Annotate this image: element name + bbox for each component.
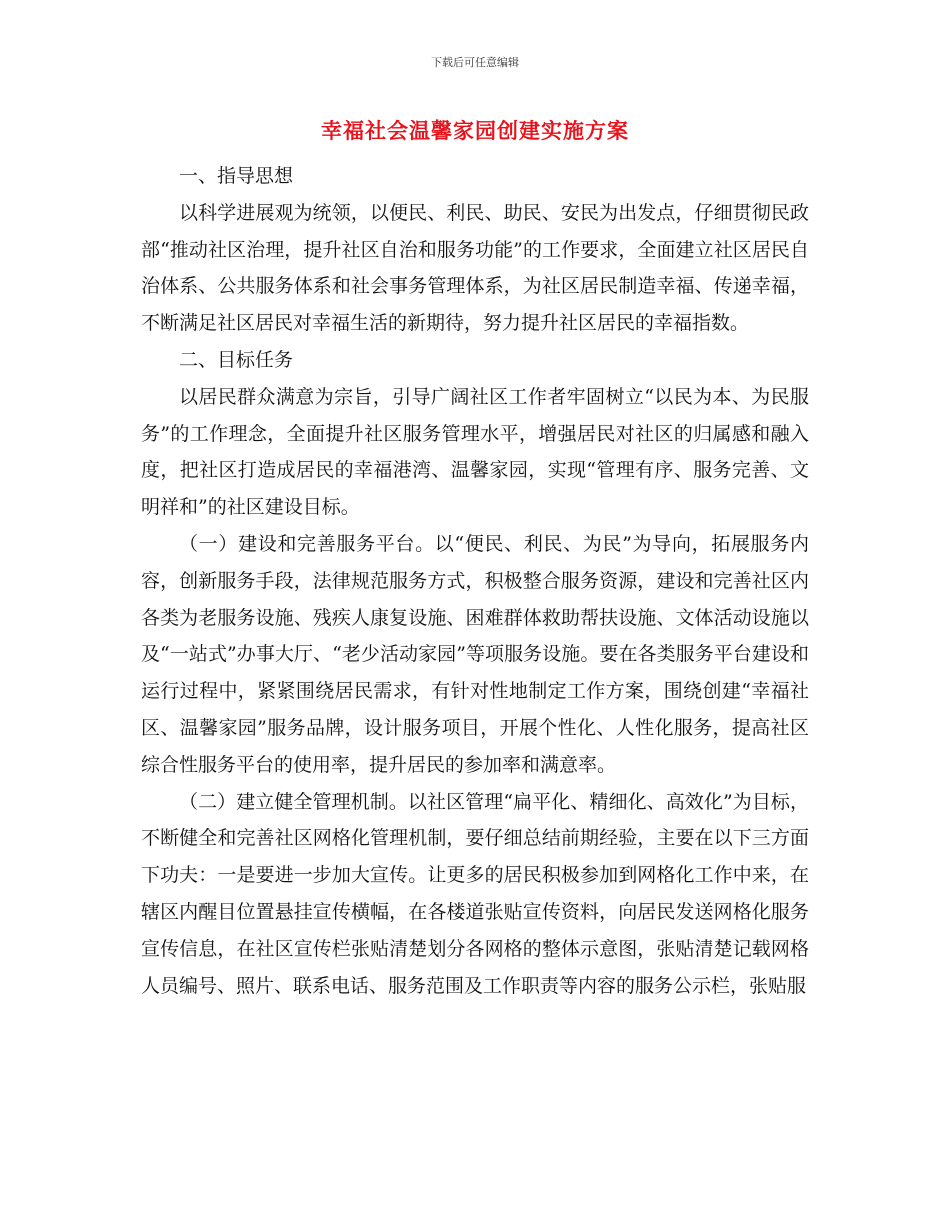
section-heading-goals-tasks: 二、目标任务: [179, 348, 294, 371]
section-heading-guiding-ideology: 一、指导思想: [179, 165, 294, 187]
document-body: [141, 158, 809, 1004]
section-paragraph-guiding-ideology: 以科学进展观为统领，以便民、利民、助民、安民为出发点，仔细贯彻民政部“推动社区治理，提升社区自治和服务功能”的工作要求，全面建立社区居民自治体系、公共服务体系和社会事务管理体系，为社区居民制造幸福、传递幸福，不断满足社区居民对幸福生活的新期待，努力提升社区居民的幸福指数。: [141, 201, 809, 335]
item-management-mechanism: （二）建立健全管理机制。以社区管理“扁平化、精细化、高效化”为目标，不断健全和完善社区网格化管理机制，要仔细总结前期经验，主要在以下三方面下功夫：一是要进一步加大宣传。让更多的居民积极参加到网格化工作中来，在辖区内醒目位置悬挂宣传横幅，在各楼道张贴宣传资料，向居民发送网格化服务宣传信息，在社区宣传栏张贴清楚划分各网格的整体示意图，张贴清楚记载网格人员编号、照片、联系电话、服务范围及工作职责等内容的服务公示栏，张贴服: [141, 790, 809, 997]
item-service-platform: （一）建设和完善服务平台。以“便民、利民、为民”为导向，拓展服务内容，创新服务手段，法律规范服务方式，积极整合服务资源，建设和完善社区内各类为老服务设施、残疾人康复设施、困难群体救助帮扶设施、文体活动设施以及“一站式”办事大厅、“老少活动家园”等项服务设施。要在各类服务平台建设和运行过程中，紧紧围绕居民需求，有针对性地制定工作方案，围绕创建“幸福社区、温馨家园”服务品牌，设计服务项目，开展个性化、人性化服务，提高社区综合性服务平台的使用率，提升居民的参加率和满意率。: [141, 532, 809, 776]
document-title: 幸福社会温馨家园创建实施方案: [321, 119, 629, 143]
page-header-note: 下载后可任意编辑: [431, 56, 519, 69]
section-paragraph-goals-tasks: 以居民群众满意为宗旨，引导广阔社区工作者牢固树立“以民为本、为民服务”的工作理念，全面提升社区服务管理水平，增强居民对社区的归属感和融入度，把社区打造成居民的幸福港湾、温馨家园，实现“管理有序、服务完善、文明祥和”的社区建设目标。: [141, 385, 809, 519]
